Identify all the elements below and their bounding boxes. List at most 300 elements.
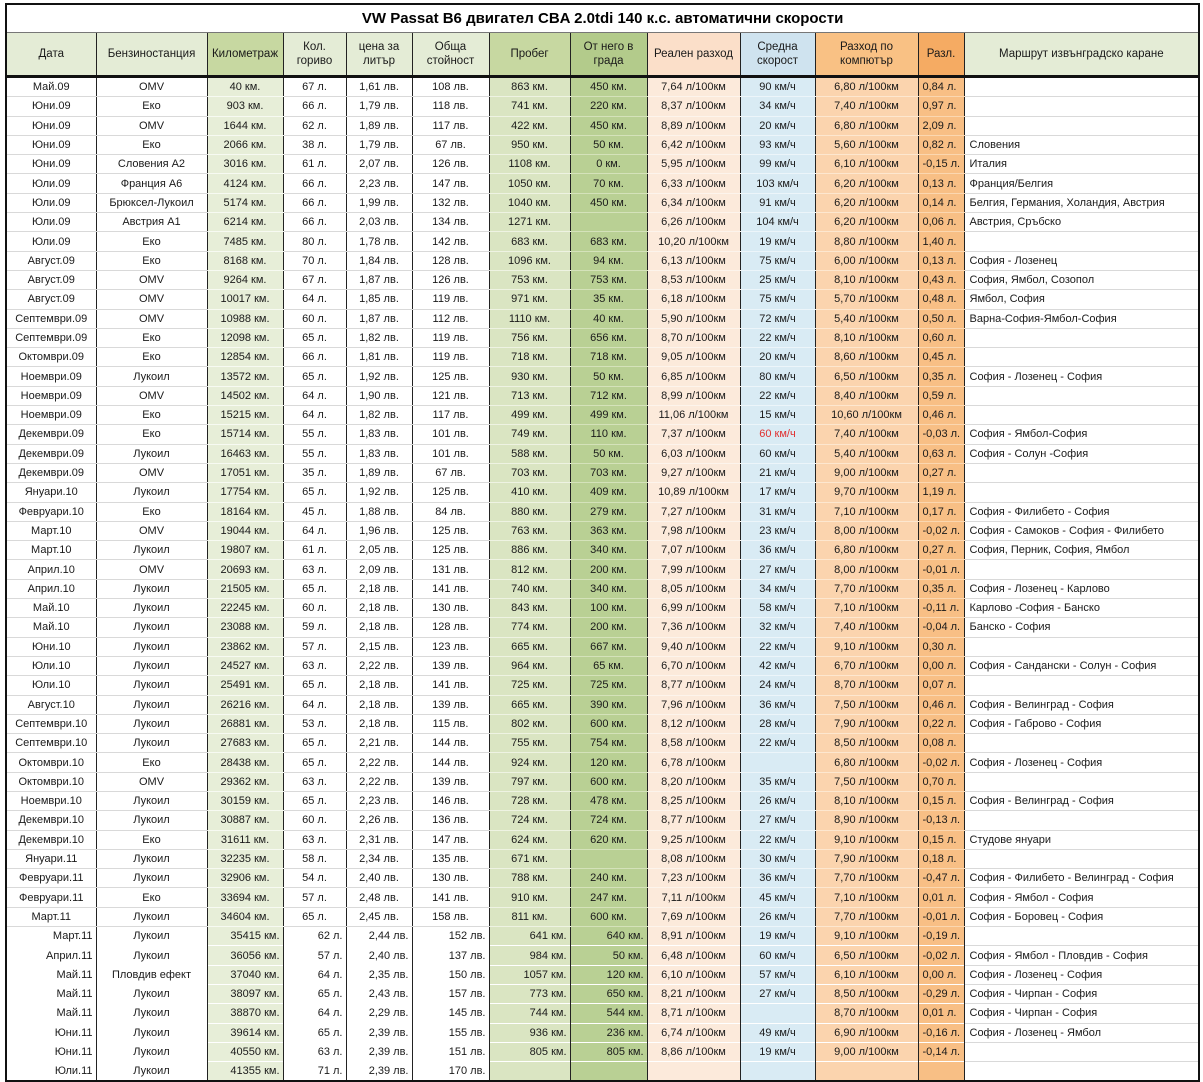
cell-date[interactable]: Февруари.11 — [6, 888, 96, 907]
cell-city[interactable]: 50 км. — [570, 135, 647, 154]
cell-odometer[interactable]: 1644 км. — [207, 116, 283, 135]
cell-real[interactable]: 8,37 л/100км — [647, 97, 740, 116]
cell-computer[interactable]: 9,10 л/100км — [815, 830, 918, 849]
cell-route[interactable]: София, Ямбол, Созопол — [964, 270, 1199, 289]
cell-city[interactable]: 50 км. — [570, 946, 647, 965]
cell-trip[interactable]: 950 км. — [489, 135, 570, 154]
cell-diff[interactable]: 0,46 л. — [918, 695, 964, 714]
cell-real[interactable]: 8,05 л/100км — [647, 579, 740, 598]
cell-odometer[interactable]: 26216 км. — [207, 695, 283, 714]
cell-fuel[interactable]: 62 л. — [283, 927, 346, 946]
cell-odometer[interactable]: 14502 км. — [207, 386, 283, 405]
cell-date[interactable]: Декември.09 — [6, 425, 96, 444]
cell-real[interactable]: 9,25 л/100км — [647, 830, 740, 849]
cell-speed[interactable]: 58 км/ч — [740, 599, 815, 618]
cell-date[interactable]: Юни.09 — [6, 116, 96, 135]
cell-fuel[interactable]: 65 л. — [283, 328, 346, 347]
cell-city[interactable]: 110 км. — [570, 425, 647, 444]
cell-date[interactable]: Декември.10 — [6, 830, 96, 849]
cell-cost[interactable]: 131 лв. — [412, 560, 489, 579]
cell-computer[interactable]: 6,50 л/100км — [815, 367, 918, 386]
cell-price[interactable]: 2,09 лв. — [346, 560, 412, 579]
cell-station[interactable]: Лукоил — [96, 444, 207, 463]
cell-city[interactable]: 805 км. — [570, 1042, 647, 1061]
cell-speed[interactable]: 20 км/ч — [740, 116, 815, 135]
cell-city[interactable]: 240 км. — [570, 869, 647, 888]
cell-trip[interactable]: 1050 км. — [489, 174, 570, 193]
cell-trip[interactable]: 774 км. — [489, 618, 570, 637]
cell-cost[interactable]: 146 лв. — [412, 791, 489, 810]
cell-real[interactable]: 6,48 л/100км — [647, 946, 740, 965]
cell-cost[interactable]: 170 лв. — [412, 1062, 489, 1082]
cell-computer[interactable] — [815, 1062, 918, 1082]
cell-diff[interactable]: -0,04 л. — [918, 618, 964, 637]
cell-city[interactable]: 725 км. — [570, 676, 647, 695]
cell-station[interactable]: Австрия А1 — [96, 213, 207, 232]
cell-city[interactable]: 340 км. — [570, 541, 647, 560]
cell-odometer[interactable]: 12098 км. — [207, 328, 283, 347]
cell-city[interactable]: 450 км. — [570, 193, 647, 212]
cell-real[interactable]: 7,27 л/100км — [647, 502, 740, 521]
cell-diff[interactable]: -0,29 л. — [918, 984, 964, 1003]
cell-real[interactable]: 6,85 л/100км — [647, 367, 740, 386]
cell-computer[interactable]: 6,90 л/100км — [815, 1023, 918, 1042]
cell-real[interactable] — [647, 1062, 740, 1082]
cell-date[interactable]: Юни.10 — [6, 637, 96, 656]
cell-trip[interactable]: 499 км. — [489, 406, 570, 425]
cell-computer[interactable]: 7,70 л/100км — [815, 907, 918, 926]
cell-speed[interactable]: 72 км/ч — [740, 309, 815, 328]
cell-real[interactable]: 6,34 л/100км — [647, 193, 740, 212]
cell-real[interactable]: 10,89 л/100км — [647, 483, 740, 502]
cell-diff[interactable]: 1,40 л. — [918, 232, 964, 251]
cell-price[interactable]: 1,85 лв. — [346, 290, 412, 309]
cell-route[interactable] — [964, 463, 1199, 482]
cell-computer[interactable]: 7,90 л/100км — [815, 849, 918, 868]
cell-city[interactable]: 247 км. — [570, 888, 647, 907]
cell-diff[interactable]: 0,60 л. — [918, 328, 964, 347]
cell-computer[interactable]: 7,40 л/100км — [815, 97, 918, 116]
cell-real[interactable]: 8,89 л/100км — [647, 116, 740, 135]
cell-cost[interactable]: 139 лв. — [412, 695, 489, 714]
cell-speed[interactable]: 34 км/ч — [740, 579, 815, 598]
cell-date[interactable]: Ноември.10 — [6, 791, 96, 810]
cell-price[interactable]: 2,05 лв. — [346, 541, 412, 560]
cell-computer[interactable]: 8,10 л/100км — [815, 791, 918, 810]
cell-computer[interactable]: 9,00 л/100км — [815, 1042, 918, 1061]
cell-route[interactable]: София - Чирпан - София — [964, 1004, 1199, 1023]
cell-computer[interactable]: 7,90 л/100км — [815, 714, 918, 733]
cell-fuel[interactable]: 66 л. — [283, 348, 346, 367]
cell-diff[interactable]: 0,84 л. — [918, 77, 964, 97]
cell-fuel[interactable]: 64 л. — [283, 386, 346, 405]
cell-fuel[interactable]: 63 л. — [283, 1042, 346, 1061]
cell-diff[interactable]: 0,13 л. — [918, 174, 964, 193]
cell-city[interactable]: 279 км. — [570, 502, 647, 521]
cell-trip[interactable]: 756 км. — [489, 328, 570, 347]
cell-date[interactable]: Юли.09 — [6, 174, 96, 193]
cell-city[interactable]: 600 км. — [570, 714, 647, 733]
cell-trip[interactable]: 805 км. — [489, 1042, 570, 1061]
cell-station[interactable]: Еко — [96, 830, 207, 849]
cell-station[interactable]: OMV — [96, 386, 207, 405]
cell-route[interactable]: София - Сандански - Солун - София — [964, 656, 1199, 675]
cell-cost[interactable]: 144 лв. — [412, 753, 489, 772]
cell-route[interactable]: София - Лозенец — [964, 251, 1199, 270]
cell-route[interactable] — [964, 1042, 1199, 1061]
cell-city[interactable]: 450 км. — [570, 77, 647, 97]
cell-city[interactable]: 200 км. — [570, 618, 647, 637]
cell-odometer[interactable]: 28438 км. — [207, 753, 283, 772]
cell-fuel[interactable]: 65 л. — [283, 753, 346, 772]
cell-price[interactable]: 1,79 лв. — [346, 97, 412, 116]
cell-date[interactable]: Февруари.11 — [6, 869, 96, 888]
cell-price[interactable]: 1,87 лв. — [346, 309, 412, 328]
cell-trip[interactable]: 773 км. — [489, 984, 570, 1003]
cell-station[interactable]: Еко — [96, 348, 207, 367]
cell-computer[interactable]: 7,10 л/100км — [815, 599, 918, 618]
cell-station[interactable]: Еко — [96, 232, 207, 251]
cell-route[interactable] — [964, 77, 1199, 97]
cell-fuel[interactable]: 62 л. — [283, 116, 346, 135]
cell-route[interactable]: София - Габрово - София — [964, 714, 1199, 733]
cell-diff[interactable]: 0,45 л. — [918, 348, 964, 367]
cell-cost[interactable]: 142 лв. — [412, 232, 489, 251]
cell-city[interactable]: 724 км. — [570, 811, 647, 830]
cell-date[interactable]: Юни.11 — [6, 1023, 96, 1042]
cell-trip[interactable]: 984 км. — [489, 946, 570, 965]
cell-route[interactable]: Варна-София-Ямбол-София — [964, 309, 1199, 328]
cell-odometer[interactable]: 4124 км. — [207, 174, 283, 193]
cell-city[interactable]: 712 км. — [570, 386, 647, 405]
cell-city[interactable] — [570, 213, 647, 232]
cell-city[interactable]: 450 км. — [570, 116, 647, 135]
cell-cost[interactable]: 139 лв. — [412, 656, 489, 675]
cell-odometer[interactable]: 20693 км. — [207, 560, 283, 579]
cell-speed[interactable]: 36 км/ч — [740, 695, 815, 714]
cell-date[interactable]: Май.10 — [6, 618, 96, 637]
cell-cost[interactable]: 119 лв. — [412, 328, 489, 347]
cell-cost[interactable]: 147 лв. — [412, 830, 489, 849]
cell-real[interactable]: 6,18 л/100км — [647, 290, 740, 309]
cell-city[interactable]: 656 км. — [570, 328, 647, 347]
cell-date[interactable]: Декември.09 — [6, 444, 96, 463]
cell-date[interactable]: Март.10 — [6, 521, 96, 540]
cell-fuel[interactable]: 64 л. — [283, 406, 346, 425]
cell-city[interactable]: 667 км. — [570, 637, 647, 656]
cell-speed[interactable]: 90 км/ч — [740, 77, 815, 97]
cell-odometer[interactable]: 13572 км. — [207, 367, 283, 386]
cell-date[interactable]: Септември.10 — [6, 714, 96, 733]
cell-date[interactable]: Май.10 — [6, 599, 96, 618]
cell-cost[interactable]: 125 лв. — [412, 521, 489, 540]
cell-cost[interactable]: 157 лв. — [412, 984, 489, 1003]
cell-fuel[interactable]: 65 л. — [283, 367, 346, 386]
cell-odometer[interactable]: 8168 км. — [207, 251, 283, 270]
cell-odometer[interactable]: 23088 км. — [207, 618, 283, 637]
cell-cost[interactable]: 67 лв. — [412, 463, 489, 482]
cell-station[interactable]: OMV — [96, 270, 207, 289]
cell-date[interactable]: Май.11 — [6, 965, 96, 984]
cell-route[interactable] — [964, 483, 1199, 502]
cell-price[interactable]: 2,39 лв. — [346, 1023, 412, 1042]
cell-route[interactable]: София - Боровец - София — [964, 907, 1199, 926]
cell-computer[interactable]: 9,10 л/100км — [815, 927, 918, 946]
cell-computer[interactable]: 8,70 л/100км — [815, 1004, 918, 1023]
cell-speed[interactable]: 19 км/ч — [740, 232, 815, 251]
cell-station[interactable]: Еко — [96, 888, 207, 907]
cell-price[interactable]: 1,83 лв. — [346, 444, 412, 463]
cell-speed[interactable]: 21 км/ч — [740, 463, 815, 482]
cell-trip[interactable]: 1271 км. — [489, 213, 570, 232]
cell-price[interactable]: 1,61 лв. — [346, 77, 412, 97]
cell-speed[interactable] — [740, 753, 815, 772]
cell-date[interactable]: Август.09 — [6, 251, 96, 270]
cell-city[interactable]: 220 км. — [570, 97, 647, 116]
cell-speed[interactable]: 22 км/ч — [740, 734, 815, 753]
cell-real[interactable]: 8,91 л/100км — [647, 927, 740, 946]
cell-computer[interactable]: 7,50 л/100км — [815, 772, 918, 791]
cell-speed[interactable]: 32 км/ч — [740, 618, 815, 637]
col-header-fuel[interactable]: Кол. гориво — [283, 33, 346, 77]
cell-route[interactable]: София - Лозенец - София — [964, 965, 1199, 984]
col-header-diff[interactable]: Разл. — [918, 33, 964, 77]
cell-cost[interactable]: 125 лв. — [412, 483, 489, 502]
cell-real[interactable]: 8,53 л/100км — [647, 270, 740, 289]
cell-price[interactable]: 2,18 лв. — [346, 579, 412, 598]
cell-city[interactable] — [570, 849, 647, 868]
cell-real[interactable]: 7,64 л/100км — [647, 77, 740, 97]
cell-route[interactable] — [964, 232, 1199, 251]
cell-speed[interactable]: 22 км/ч — [740, 386, 815, 405]
cell-computer[interactable]: 8,80 л/100км — [815, 232, 918, 251]
cell-city[interactable]: 40 км. — [570, 309, 647, 328]
cell-date[interactable]: Септември.10 — [6, 734, 96, 753]
cell-station[interactable]: OMV — [96, 290, 207, 309]
cell-station[interactable]: Еко — [96, 406, 207, 425]
cell-station[interactable]: OMV — [96, 772, 207, 791]
cell-station[interactable]: Еко — [96, 328, 207, 347]
cell-computer[interactable]: 7,40 л/100км — [815, 618, 918, 637]
cell-real[interactable]: 6,74 л/100км — [647, 1023, 740, 1042]
cell-speed[interactable]: 49 км/ч — [740, 1023, 815, 1042]
cell-diff[interactable]: 0,17 л. — [918, 502, 964, 521]
cell-price[interactable]: 2,22 лв. — [346, 772, 412, 791]
cell-trip[interactable]: 755 км. — [489, 734, 570, 753]
cell-diff[interactable]: 0,15 л. — [918, 830, 964, 849]
cell-route[interactable] — [964, 811, 1199, 830]
col-header-cost[interactable]: Обща стойност — [412, 33, 489, 77]
cell-trip[interactable]: 744 км. — [489, 1004, 570, 1023]
cell-price[interactable]: 2,18 лв. — [346, 618, 412, 637]
cell-route[interactable]: София, Перник, София, Ямбол — [964, 541, 1199, 560]
cell-computer[interactable]: 6,00 л/100км — [815, 251, 918, 270]
col-header-city[interactable]: От него в града — [570, 33, 647, 77]
cell-trip[interactable]: 843 км. — [489, 599, 570, 618]
cell-diff[interactable]: 2,09 л. — [918, 116, 964, 135]
cell-speed[interactable]: 25 км/ч — [740, 270, 815, 289]
cell-cost[interactable]: 152 лв. — [412, 927, 489, 946]
col-header-real[interactable]: Реален разход — [647, 33, 740, 77]
cell-speed[interactable]: 19 км/ч — [740, 927, 815, 946]
cell-fuel[interactable]: 66 л. — [283, 193, 346, 212]
cell-computer[interactable]: 6,50 л/100км — [815, 946, 918, 965]
cell-route[interactable]: Белгия, Германия, Холандия, Австрия — [964, 193, 1199, 212]
cell-city[interactable]: 683 км. — [570, 232, 647, 251]
cell-odometer[interactable]: 17051 км. — [207, 463, 283, 482]
cell-odometer[interactable]: 38097 км. — [207, 984, 283, 1003]
cell-route[interactable]: София - Лозенец - Ямбол — [964, 1023, 1199, 1042]
cell-real[interactable]: 7,69 л/100км — [647, 907, 740, 926]
cell-diff[interactable]: 0,15 л. — [918, 791, 964, 810]
cell-cost[interactable]: 119 лв. — [412, 348, 489, 367]
cell-price[interactable]: 2,03 лв. — [346, 213, 412, 232]
col-header-trip[interactable]: Пробег — [489, 33, 570, 77]
cell-cost[interactable]: 155 лв. — [412, 1023, 489, 1042]
cell-station[interactable]: Лукоил — [96, 695, 207, 714]
cell-date[interactable]: Юни.09 — [6, 135, 96, 154]
cell-speed[interactable]: 31 км/ч — [740, 502, 815, 521]
cell-real[interactable]: 9,05 л/100км — [647, 348, 740, 367]
cell-computer[interactable]: 7,10 л/100км — [815, 502, 918, 521]
cell-odometer[interactable]: 25491 км. — [207, 676, 283, 695]
cell-odometer[interactable]: 40550 км. — [207, 1042, 283, 1061]
cell-computer[interactable]: 8,00 л/100км — [815, 560, 918, 579]
cell-computer[interactable]: 8,70 л/100км — [815, 676, 918, 695]
cell-price[interactable]: 1,82 лв. — [346, 406, 412, 425]
cell-station[interactable]: Лукоил — [96, 637, 207, 656]
cell-speed[interactable]: 45 км/ч — [740, 888, 815, 907]
cell-diff[interactable]: -0,47 л. — [918, 869, 964, 888]
cell-computer[interactable]: 7,40 л/100км — [815, 425, 918, 444]
cell-city[interactable]: 409 км. — [570, 483, 647, 502]
cell-price[interactable]: 2,22 лв. — [346, 753, 412, 772]
cell-computer[interactable]: 6,10 л/100км — [815, 155, 918, 174]
cell-speed[interactable]: 20 км/ч — [740, 348, 815, 367]
cell-computer[interactable]: 10,60 л/100км — [815, 406, 918, 425]
cell-diff[interactable]: 0,01 л. — [918, 1004, 964, 1023]
cell-cost[interactable]: 150 лв. — [412, 965, 489, 984]
cell-trip[interactable]: 725 км. — [489, 676, 570, 695]
cell-trip[interactable]: 624 км. — [489, 830, 570, 849]
cell-speed[interactable]: 17 км/ч — [740, 483, 815, 502]
cell-cost[interactable]: 136 лв. — [412, 811, 489, 830]
cell-real[interactable]: 8,77 л/100км — [647, 676, 740, 695]
cell-station[interactable]: Лукоил — [96, 946, 207, 965]
cell-odometer[interactable]: 10988 км. — [207, 309, 283, 328]
cell-computer[interactable]: 8,00 л/100км — [815, 521, 918, 540]
cell-speed[interactable]: 80 км/ч — [740, 367, 815, 386]
cell-speed[interactable]: 75 км/ч — [740, 290, 815, 309]
cell-odometer[interactable]: 37040 км. — [207, 965, 283, 984]
cell-trip[interactable]: 588 км. — [489, 444, 570, 463]
cell-diff[interactable]: 0,43 л. — [918, 270, 964, 289]
cell-speed[interactable]: 28 км/ч — [740, 714, 815, 733]
cell-date[interactable]: Ноември.09 — [6, 406, 96, 425]
cell-cost[interactable]: 125 лв. — [412, 367, 489, 386]
cell-cost[interactable]: 141 лв. — [412, 579, 489, 598]
cell-price[interactable]: 1,79 лв. — [346, 135, 412, 154]
cell-speed[interactable]: 99 км/ч — [740, 155, 815, 174]
cell-price[interactable]: 1,87 лв. — [346, 270, 412, 289]
cell-route[interactable]: София - Велинград - София — [964, 695, 1199, 714]
col-header-odometer[interactable]: Километраж — [207, 33, 283, 77]
cell-speed[interactable] — [740, 1062, 815, 1082]
cell-station[interactable]: Лукоил — [96, 734, 207, 753]
cell-fuel[interactable]: 65 л. — [283, 579, 346, 598]
cell-fuel[interactable]: 65 л. — [283, 1023, 346, 1042]
cell-route[interactable]: София - Ямбол - Пловдив - София — [964, 946, 1199, 965]
cell-cost[interactable]: 101 лв. — [412, 444, 489, 463]
cell-computer[interactable]: 6,70 л/100км — [815, 656, 918, 675]
cell-odometer[interactable]: 12854 км. — [207, 348, 283, 367]
cell-diff[interactable]: 0,08 л. — [918, 734, 964, 753]
cell-station[interactable]: Лукоил — [96, 927, 207, 946]
cell-station[interactable]: OMV — [96, 116, 207, 135]
cell-cost[interactable]: 117 лв. — [412, 116, 489, 135]
cell-real[interactable]: 5,95 л/100км — [647, 155, 740, 174]
cell-date[interactable]: Юли.11 — [6, 1062, 96, 1082]
cell-price[interactable]: 1,89 лв. — [346, 463, 412, 482]
cell-fuel[interactable]: 65 л. — [283, 676, 346, 695]
cell-city[interactable]: 620 км. — [570, 830, 647, 849]
cell-real[interactable]: 7,98 л/100км — [647, 521, 740, 540]
cell-route[interactable] — [964, 637, 1199, 656]
cell-speed[interactable]: 34 км/ч — [740, 97, 815, 116]
cell-speed[interactable]: 104 км/ч — [740, 213, 815, 232]
cell-date[interactable]: Януари.11 — [6, 849, 96, 868]
cell-real[interactable]: 6,78 л/100км — [647, 753, 740, 772]
cell-cost[interactable]: 132 лв. — [412, 193, 489, 212]
cell-city[interactable]: 754 км. — [570, 734, 647, 753]
cell-computer[interactable]: 8,50 л/100км — [815, 984, 918, 1003]
cell-cost[interactable]: 141 лв. — [412, 888, 489, 907]
cell-price[interactable]: 2,23 лв. — [346, 174, 412, 193]
cell-station[interactable]: Лукоил — [96, 907, 207, 926]
cell-route[interactable] — [964, 1062, 1199, 1082]
cell-diff[interactable]: 0,82 л. — [918, 135, 964, 154]
cell-cost[interactable]: 145 лв. — [412, 1004, 489, 1023]
cell-cost[interactable]: 115 лв. — [412, 714, 489, 733]
cell-odometer[interactable]: 19807 км. — [207, 541, 283, 560]
cell-trip[interactable]: 703 км. — [489, 463, 570, 482]
cell-odometer[interactable]: 21505 км. — [207, 579, 283, 598]
cell-price[interactable]: 2,18 лв. — [346, 676, 412, 695]
cell-fuel[interactable]: 60 л. — [283, 599, 346, 618]
cell-fuel[interactable]: 63 л. — [283, 830, 346, 849]
cell-trip[interactable]: 964 км. — [489, 656, 570, 675]
cell-route[interactable]: София - Лозенец - Карлово — [964, 579, 1199, 598]
cell-trip[interactable]: 741 км. — [489, 97, 570, 116]
cell-odometer[interactable]: 15215 км. — [207, 406, 283, 425]
cell-diff[interactable]: -0,16 л. — [918, 1023, 964, 1042]
cell-speed[interactable]: 26 км/ч — [740, 791, 815, 810]
cell-station[interactable]: Лукоил — [96, 367, 207, 386]
cell-date[interactable]: Юни.09 — [6, 97, 96, 116]
col-header-price[interactable]: цена за литър — [346, 33, 412, 77]
cell-real[interactable]: 8,25 л/100км — [647, 791, 740, 810]
cell-date[interactable]: Октомври.10 — [6, 772, 96, 791]
cell-date[interactable]: Октомври.10 — [6, 753, 96, 772]
cell-city[interactable]: 478 км. — [570, 791, 647, 810]
cell-station[interactable]: Лукоил — [96, 483, 207, 502]
cell-route[interactable]: Франция/Белгия — [964, 174, 1199, 193]
cell-speed[interactable]: 60 км/ч — [740, 946, 815, 965]
cell-route[interactable]: София - Ямбол - София — [964, 888, 1199, 907]
cell-price[interactable]: 1,92 лв. — [346, 367, 412, 386]
cell-odometer[interactable]: 5174 км. — [207, 193, 283, 212]
cell-price[interactable]: 2,18 лв. — [346, 695, 412, 714]
